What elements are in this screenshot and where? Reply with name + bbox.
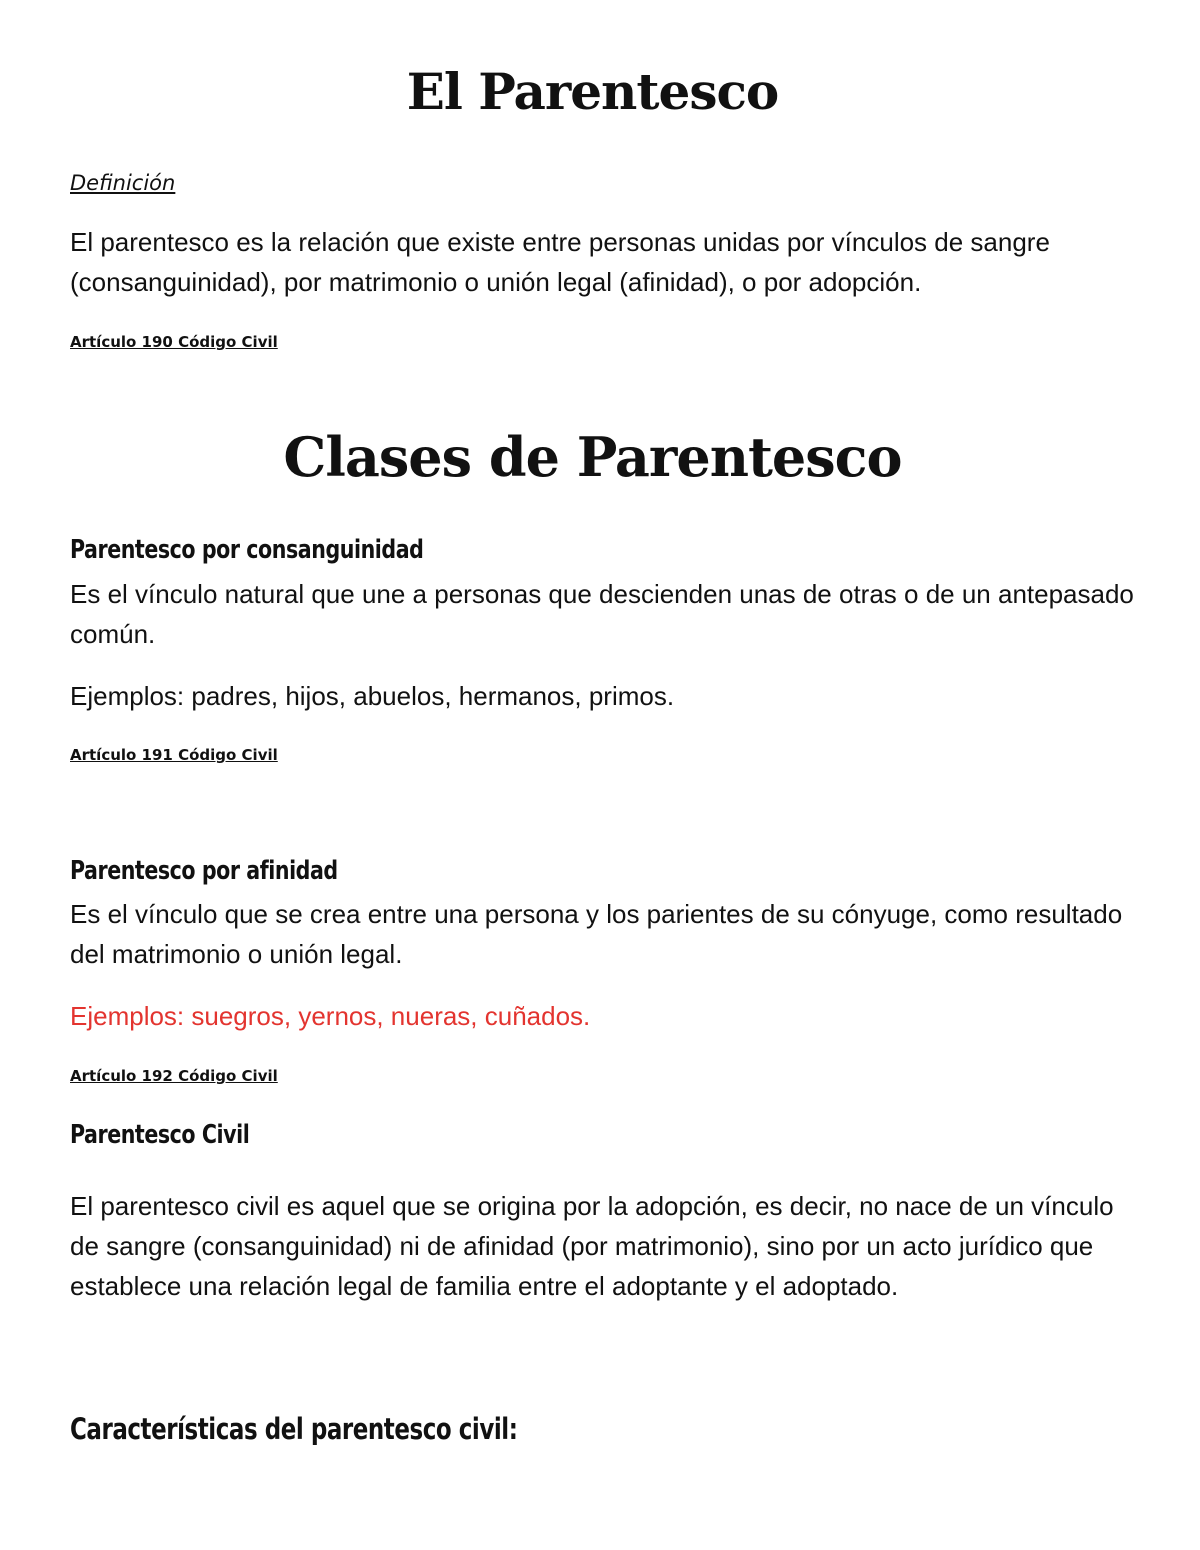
characteristics-heading: Características del parentesco civil: xyxy=(70,1412,518,1446)
page-title: El Parentesco xyxy=(406,62,779,121)
article-190-link[interactable]: Artículo 190 Código Civil xyxy=(70,333,278,351)
section-heading-consanguinidad: Parentesco por consanguinidad xyxy=(70,535,424,565)
section-heading-civil: Parentesco Civil xyxy=(70,1120,250,1150)
section-examples-afinidad: Ejemplos: suegros, yernos, nueras, cuñados. xyxy=(70,1001,591,1031)
article-191-link[interactable]: Artículo 191 Código Civil xyxy=(70,746,278,764)
definition-label: Definición xyxy=(70,171,176,195)
article-192-link[interactable]: Artículo 192 Código Civil xyxy=(70,1067,278,1085)
section-text-civil: El parentesco civil es aquel que se origina por la adopción, es decir, no nace de un vínculo de sangre (consanguinidad) ni de afinidad (por matrimonio), sino por un acto jurídico que establece una relación legal de familia entre el adoptante y el adoptado. xyxy=(70,1191,1114,1301)
section-text-afinidad: Es el vínculo que se crea entre una persona y los parientes de su cónyuge, como resultado del matrimonio o unión legal. xyxy=(70,899,1123,969)
classes-title: Clases de Parentesco xyxy=(283,425,902,489)
definition-text: El parentesco es la relación que existe entre personas unidas por vínculos de sangre (consanguinidad), por matrimonio o unión legal (afinidad), o por adopción. xyxy=(70,227,1050,297)
section-examples-consanguinidad: Ejemplos: padres, hijos, abuelos, hermanos, primos. xyxy=(70,681,675,711)
section-text-consanguinidad: Es el vínculo natural que une a personas que descienden unas de otras o de un antepasado común. xyxy=(70,579,1134,649)
section-heading-afinidad: Parentesco por afinidad xyxy=(70,856,338,886)
